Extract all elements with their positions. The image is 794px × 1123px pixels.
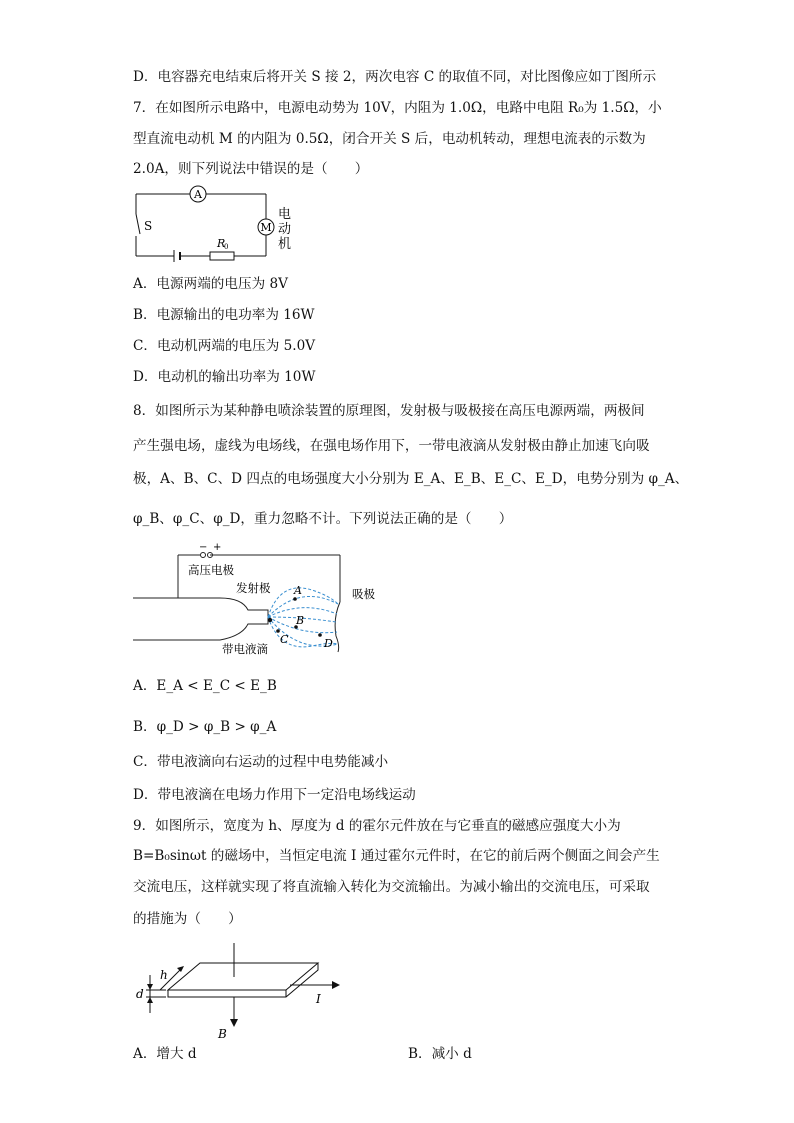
q7-stem-line-1: 7．在如图所示电路中，电源电动势为 10V，内阻为 1.0Ω，电路中电阻 R₀为 1.5Ω，小 bbox=[133, 100, 662, 116]
q9-option-b: B．减小 d bbox=[408, 1046, 472, 1062]
current-label: I bbox=[316, 992, 321, 1006]
q7-option-a: A．电源两端的电压为 8V bbox=[133, 276, 288, 292]
point-b-label: B bbox=[296, 614, 305, 627]
h-label: h bbox=[160, 968, 168, 982]
q8-option-d: D．带电液滴在电场力作用下一定沿电场线运动 bbox=[133, 787, 416, 803]
q8-option-a: A．E_A < E_C < E_B bbox=[133, 678, 277, 694]
q8-option-c: C．带电液滴向右运动的过程中电势能减小 bbox=[133, 754, 389, 770]
q7-option-c: C．电动机两端的电压为 5.0V bbox=[133, 338, 316, 354]
q8-electrostatic-sprayer-diagram bbox=[130, 540, 390, 666]
q8-option-b: B．φ_D > φ_B > φ_A bbox=[133, 719, 277, 735]
q8-stem-line-2: 产生强电场，虚线为电场线，在强电场作用下，一带电液滴从发射极由静止加速飞向吸 bbox=[133, 438, 650, 454]
point-d-label: D bbox=[324, 637, 333, 650]
motor-text-1: 电 bbox=[278, 207, 292, 222]
q7-option-d: D．电动机的输出功率为 10W bbox=[133, 369, 316, 385]
motor-text-3: 机 bbox=[278, 237, 292, 252]
absorber-label: 吸极 bbox=[352, 587, 375, 601]
q8-stem-line-4: φ_B、φ_C、φ_D，重力忽略不计。下列说法正确的是（ ） bbox=[133, 511, 513, 527]
q7-stem-line-3: 2.0A，则下列说法中错误的是（ ） bbox=[133, 161, 369, 177]
point-a-label: A bbox=[294, 584, 302, 597]
ammeter-label: A bbox=[194, 188, 202, 201]
resistor-label: R bbox=[217, 237, 226, 250]
q9-stem-line-4: 的措施为（ ） bbox=[133, 911, 242, 927]
emitter-label: 发射极 bbox=[236, 581, 271, 595]
q8-stem-line-1: 8．如图所示为某种静电喷涂装置的原理图，发射极与吸极接在高压电源两端，两极间 bbox=[133, 403, 645, 419]
q9-stem-line-3: 交流电压，这样就实现了将直流输入转化为交流输出。为减小输出的交流电压，可采取 bbox=[133, 879, 650, 895]
motor-text-2: 动 bbox=[278, 222, 292, 237]
q7-stem-line-2: 型直流电动机 M 的内阻为 0.5Ω，闭合开关 S 后，电动机转动，理想电流表的示数为 bbox=[133, 131, 646, 147]
switch-label: S bbox=[144, 219, 153, 233]
q6-option-d: D．电容器充电结束后将开关 S 接 2，两次电容 C 的取值不同，对比图像应如丁图所示 bbox=[133, 69, 657, 85]
q9-stem-line-2: B=B₀sinωt 的磁场中，当恒定电流 I 通过霍尔元件时，在它的前后两个侧面之间会产生 bbox=[133, 848, 660, 864]
plus-terminal-label: + bbox=[213, 542, 222, 553]
droplet-label: 带电液滴 bbox=[222, 642, 268, 656]
d-label: d bbox=[136, 987, 144, 1001]
resistor-sub: 0 bbox=[224, 243, 229, 251]
minus-terminal-label: − bbox=[199, 542, 208, 553]
field-label: B bbox=[218, 1027, 227, 1039]
q9-hall-element-diagram bbox=[130, 935, 350, 1039]
point-c-label: C bbox=[280, 633, 289, 646]
motor-label: M bbox=[260, 221, 272, 234]
q7-circuit-diagram bbox=[130, 184, 300, 270]
q9-stem-line-1: 9．如图所示，宽度为 h、厚度为 d 的霍尔元件放在与它垂直的磁感应强度大小为 bbox=[133, 818, 621, 834]
q9-option-a: A．增大 d bbox=[133, 1046, 197, 1062]
q7-option-b: B．电源输出的电功率为 16W bbox=[133, 307, 315, 323]
q8-stem-line-3: 极，A、B、C、D 四点的电场强度大小分别为 E_A、E_B、E_C、E_D，电势分别为 φ_A、 bbox=[133, 471, 689, 487]
hv-electrode-label: 高压电极 bbox=[188, 563, 234, 577]
